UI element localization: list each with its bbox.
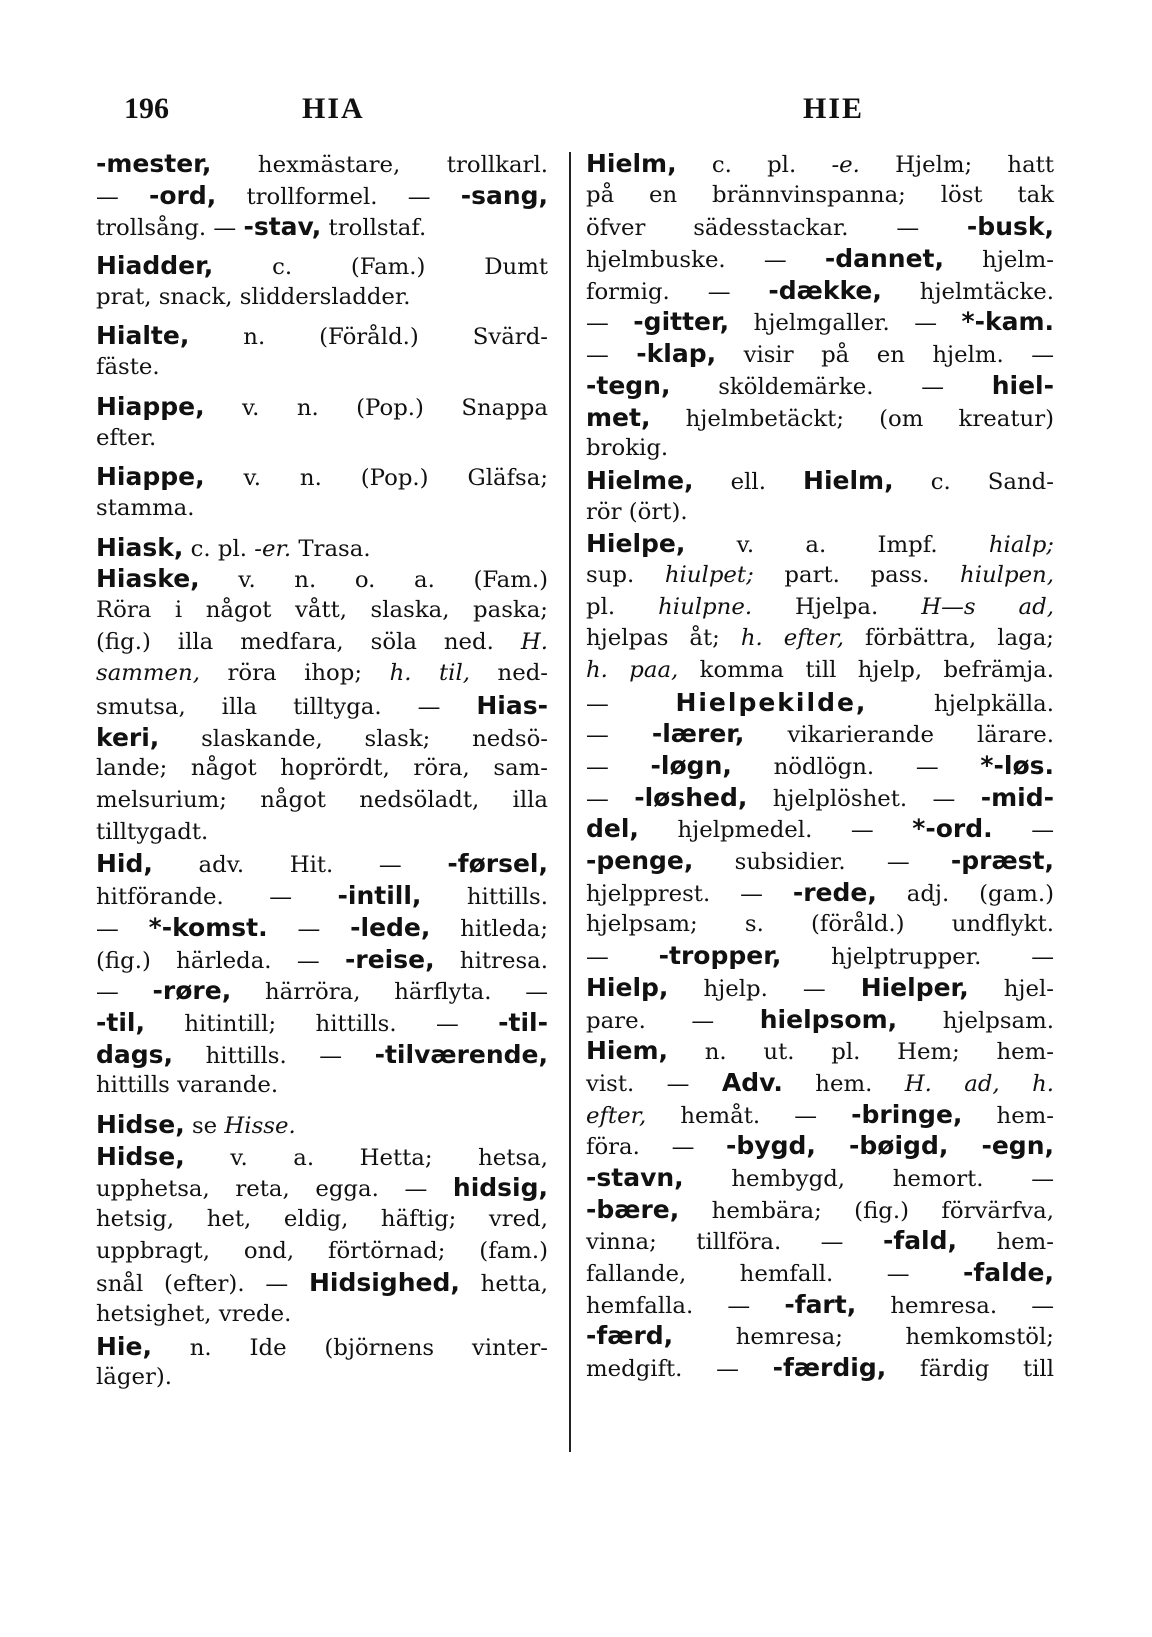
text-line	[96, 658, 548, 690]
text-segment: vinna; tillföra. —	[586, 1229, 883, 1256]
italic-text: -e.	[831, 152, 860, 178]
text-line	[96, 848, 548, 880]
text-line	[96, 1299, 548, 1331]
text-line	[96, 722, 548, 754]
text-segment: hjelptrupper. —	[781, 944, 1054, 971]
headword: -rede,	[792, 877, 877, 907]
text-line	[586, 592, 1054, 624]
text-line	[586, 560, 1054, 592]
text-segment: —	[586, 944, 659, 971]
headword: Hiem,	[586, 1036, 668, 1066]
text-segment: hjelpsam.	[897, 1007, 1054, 1034]
text-segment: snål (efter). —	[96, 1271, 309, 1298]
headword: Hiaske,	[96, 564, 200, 594]
text-line	[586, 402, 1054, 434]
text-segment: prat, snack, sliddersladder.	[96, 283, 411, 310]
headword: Hiappe,	[96, 462, 205, 492]
italic-text: H. ad, h.	[904, 1070, 1055, 1097]
running-header	[0, 92, 1152, 132]
text-segment: öfver sädesstackar. —	[586, 215, 967, 242]
text-segment: formig. —	[586, 278, 769, 305]
italic-text: h. efter,	[740, 625, 844, 652]
text-segment: förbättra, laga;	[843, 625, 1054, 652]
text-segment: melsurium; något nedsöladt, illa	[96, 787, 548, 814]
text-segment: —	[586, 342, 637, 369]
headword: Hielper,	[860, 972, 969, 1002]
headword: Hidse,	[96, 1141, 185, 1171]
text-segment: föra. —	[586, 1134, 727, 1161]
headword: -gitter,	[633, 307, 730, 337]
text-line	[586, 306, 1054, 338]
text-line	[586, 1035, 1054, 1067]
headword: Adv.	[721, 1067, 783, 1097]
text-segment: c. pl.	[183, 535, 255, 562]
headword: hidsig,	[452, 1173, 548, 1203]
text-segment: hemresa; hemkomstöl;	[673, 1324, 1054, 1351]
text-line	[586, 972, 1054, 1004]
text-segment: komma till hjelp, befrämja.	[678, 657, 1055, 683]
text-line	[586, 1352, 1054, 1384]
text-segment: hittills. —	[173, 1042, 375, 1069]
text-segment: c. pl.	[676, 152, 832, 178]
text-segment: på en brännvinspanna; löst tak	[586, 181, 1054, 208]
text-line	[96, 1141, 548, 1173]
text-segment: n. ut. pl. Hem; hem-	[668, 1039, 1054, 1066]
text-line	[96, 690, 548, 722]
text-line	[96, 1331, 548, 1363]
text-segment: hemåt. —	[646, 1102, 852, 1129]
headword: -fart,	[784, 1289, 857, 1319]
text-segment: stamma.	[96, 494, 195, 521]
headword: -præst,	[950, 846, 1054, 876]
text-segment: n. Ide (björnens vinter-	[151, 1334, 548, 1361]
text-segment: —	[586, 690, 676, 717]
headword: -løgn,	[650, 751, 732, 781]
text-line	[586, 782, 1054, 814]
text-segment: ell.	[693, 468, 804, 495]
text-line	[96, 1039, 548, 1071]
text-segment: vikarierande lärare.	[744, 722, 1055, 749]
headword: -førsel,	[447, 849, 548, 879]
text-segment: efter.	[96, 424, 157, 451]
text-line	[96, 595, 548, 627]
text-segment: v. n. (Pop.) Snappa	[204, 394, 548, 421]
text-line	[96, 391, 548, 423]
text-line	[586, 1004, 1054, 1036]
text-segment: hjelpkälla.	[867, 690, 1055, 717]
text-line	[586, 718, 1054, 750]
text-line	[96, 1362, 548, 1394]
text-segment: v. n. (Pop.) Gläfsa;	[204, 465, 548, 492]
text-segment: hjel-	[968, 975, 1054, 1002]
text-line	[586, 940, 1054, 972]
italic-text: hiulpen,	[960, 561, 1054, 588]
text-segment: härröra, härflyta. —	[231, 979, 549, 1006]
text-segment: hjelmbuske. —	[586, 247, 825, 274]
text-line	[96, 1070, 548, 1102]
text-line	[96, 493, 548, 525]
text-segment: n. (Föråld.) Svärd-	[189, 324, 548, 351]
text-line	[586, 1289, 1054, 1321]
italic-text: H.	[520, 628, 548, 655]
headword: -tegn,	[586, 370, 671, 400]
text-line	[96, 532, 548, 564]
text-line	[96, 1236, 548, 1268]
text-segment: slaskande, slask; nedsö-	[159, 725, 548, 752]
headword: hielpsom,	[759, 1004, 898, 1034]
headword: *-kam.	[961, 307, 1054, 337]
text-segment: —	[992, 817, 1054, 844]
text-line	[586, 465, 1054, 497]
text-segment: (fig.) härleda. —	[96, 947, 346, 974]
headword: -falde,	[962, 1258, 1054, 1288]
text-segment: —	[586, 310, 634, 337]
text-segment: —	[96, 979, 153, 1006]
headword: -til,	[96, 1007, 145, 1037]
text-segment: visir på en hjelm. —	[716, 342, 1055, 369]
text-segment: hjelplöshet. —	[747, 785, 981, 812]
headword: -klap,	[636, 339, 717, 369]
headword: -til-	[498, 1007, 548, 1037]
text-segment: —	[267, 915, 351, 942]
right-guide-word: HIE	[803, 92, 865, 125]
text-line	[96, 1109, 548, 1141]
text-segment: färdig till	[886, 1356, 1054, 1383]
text-line	[586, 1225, 1054, 1257]
text-segment: fäste.	[96, 354, 160, 381]
text-segment: hitförande. —	[96, 884, 338, 911]
text-line	[586, 1320, 1054, 1352]
text-line	[96, 1007, 548, 1039]
headword: -ord,	[148, 180, 217, 210]
text-segment: v. a. Impf.	[685, 532, 989, 559]
headword: -penge,	[586, 846, 694, 876]
headword: Hielp,	[586, 972, 669, 1002]
headword: -fald,	[882, 1226, 958, 1256]
text-segment: hjelpas åt;	[586, 625, 741, 652]
text-line	[96, 880, 548, 912]
text-line	[586, 909, 1054, 941]
headword: -færd,	[586, 1321, 674, 1351]
headword: met,	[586, 402, 651, 432]
text-line	[96, 753, 548, 785]
text-line	[96, 461, 548, 493]
italic-text: hiulpet;	[664, 561, 754, 588]
text-segment: hjelpprest. —	[586, 880, 793, 907]
text-segment: hembära; (fig.) förvärfva,	[679, 1197, 1054, 1224]
headword: -tilværende,	[374, 1039, 548, 1069]
text-line	[96, 563, 548, 595]
italic-text: -er.	[254, 535, 292, 562]
text-line	[586, 433, 1054, 465]
headword: *-ord.	[912, 814, 993, 844]
text-line	[96, 627, 548, 659]
text-segment: hjelmbetäckt; (om kreatur)	[650, 405, 1054, 432]
headword: -mester,	[96, 149, 212, 178]
text-line	[586, 528, 1054, 560]
text-line	[586, 1194, 1054, 1226]
headword: -dannet,	[824, 244, 944, 274]
text-segment: hjelpsam; s. (föråld.) undflykt.	[586, 910, 1054, 937]
text-line	[586, 1099, 1054, 1131]
text-line	[96, 1267, 548, 1299]
headword: -intill,	[337, 881, 422, 911]
text-line	[586, 750, 1054, 782]
text-line	[96, 817, 548, 849]
headword: Hielpe,	[586, 529, 686, 559]
right-column	[586, 148, 1054, 1384]
text-line	[586, 845, 1054, 877]
headword: -bygd, -bøigd, -egn,	[726, 1131, 1054, 1161]
text-segment: hemfalla. —	[586, 1292, 785, 1319]
headword: hiel-	[991, 370, 1054, 400]
text-segment: hjelp. —	[668, 975, 861, 1002]
text-line	[96, 148, 548, 180]
text-segment: pl.	[586, 593, 659, 620]
headword: -røre,	[152, 976, 232, 1006]
text-line	[586, 1130, 1054, 1162]
headword: Hiappe,	[96, 391, 205, 421]
text-line	[586, 813, 1054, 845]
text-segment: trollstaf.	[321, 215, 427, 242]
text-line	[96, 180, 548, 212]
text-segment: lande; något hoprördt, röra, sam-	[96, 755, 548, 782]
text-line	[96, 944, 548, 976]
text-segment: hjelmgaller. —	[729, 310, 962, 337]
text-segment: —	[586, 785, 635, 812]
headword: *-komst.	[148, 912, 268, 942]
text-segment: hittills varande.	[96, 1072, 279, 1099]
text-segment: smutsa, illa tilltyga. —	[96, 694, 477, 720]
text-segment: hitleda;	[430, 915, 549, 942]
text-segment: läger).	[96, 1364, 173, 1391]
text-line	[586, 655, 1054, 687]
headword: dags,	[96, 1039, 174, 1069]
text-line	[96, 912, 548, 944]
text-segment: hjelpmedel. —	[638, 817, 913, 844]
headword: -busk,	[966, 212, 1054, 242]
text-line	[586, 687, 1054, 719]
italic-text: H—s ad,	[921, 593, 1054, 620]
text-segment: hexmästare, trollkarl.	[211, 152, 548, 178]
text-segment: —	[96, 915, 149, 942]
text-line	[586, 370, 1054, 402]
text-segment: v. n. o. a. (Fam.)	[199, 567, 548, 594]
headword: Hiask,	[96, 532, 184, 562]
text-segment: rör (ört).	[586, 498, 688, 525]
text-line	[586, 243, 1054, 275]
text-segment: Trasa.	[291, 535, 371, 562]
headword: -stav,	[243, 212, 322, 242]
text-line	[586, 497, 1054, 529]
text-segment: hemresa. —	[856, 1292, 1054, 1319]
text-line	[586, 148, 1054, 180]
text-line	[96, 320, 548, 352]
text-segment: (fig.) illa medfara, söla ned.	[96, 628, 521, 655]
text-line	[96, 282, 548, 314]
headword: Hielm,	[586, 149, 677, 178]
text-segment: hem-	[962, 1102, 1055, 1129]
text-segment: hetsighet, vrede.	[96, 1301, 292, 1328]
text-segment: hetta,	[459, 1271, 548, 1298]
text-segment: sup.	[586, 561, 665, 588]
text-line	[96, 423, 548, 455]
headword: Hie,	[96, 1331, 152, 1361]
headword: Hielm,	[803, 465, 894, 495]
text-line	[96, 250, 548, 282]
headword: Hielme,	[586, 465, 694, 495]
headword: -sang,	[460, 180, 549, 210]
text-segment: —	[96, 183, 149, 210]
text-segment: v. a. Hetta; hetsa,	[184, 1144, 548, 1171]
headword: -mid-	[980, 782, 1054, 812]
text-line	[586, 1067, 1054, 1099]
text-line	[96, 211, 548, 243]
headword: Hialte,	[96, 321, 190, 351]
headword: -lede,	[350, 912, 431, 942]
headword: keri,	[96, 722, 160, 752]
headword: del,	[586, 814, 639, 844]
headword: -stavn,	[586, 1163, 684, 1192]
headword: Hiadder,	[96, 251, 214, 281]
text-segment: —	[586, 754, 651, 781]
text-segment: hetsig, het, eldig, häftig; vred,	[96, 1206, 548, 1232]
text-line	[96, 1172, 548, 1204]
text-segment: hjelm-	[943, 247, 1054, 274]
text-line	[96, 1204, 548, 1236]
text-segment: part. pass.	[753, 561, 961, 588]
text-segment: c. (Fam.) Dumt	[213, 254, 548, 281]
text-segment: Röra i något vått, slaska, paska;	[96, 596, 548, 623]
text-segment: sköldemärke. —	[670, 373, 992, 400]
text-segment: ned-	[470, 660, 548, 687]
text-segment: hembygd, hemort. —	[683, 1166, 1054, 1192]
text-segment: hjelmtäcke.	[881, 278, 1054, 305]
text-segment: brokig.	[586, 435, 669, 462]
text-segment: tilltygadt.	[96, 818, 209, 845]
column-divider	[569, 152, 571, 1452]
text-segment: c. Sand-	[893, 468, 1054, 495]
text-segment: hem-	[957, 1229, 1054, 1256]
text-segment: se	[184, 1112, 225, 1139]
left-column	[96, 148, 548, 1394]
italic-text: efter,	[586, 1102, 647, 1129]
text-segment: subsidier. —	[693, 849, 951, 876]
headword: Hidsighed,	[308, 1268, 460, 1298]
headword: -løshed,	[634, 782, 748, 812]
text-segment: vist. —	[586, 1070, 722, 1097]
text-segment: uppbragt, ond, förtörnad; (fam.)	[96, 1237, 548, 1264]
text-line	[586, 623, 1054, 655]
headword: -tropper,	[658, 941, 782, 971]
page-number: 196	[124, 92, 169, 125]
text-segment: adj. (gam.)	[876, 880, 1054, 907]
headword: -færdig,	[772, 1353, 887, 1383]
left-guide-word: HIA	[302, 92, 365, 125]
headword: Hid,	[96, 849, 153, 879]
text-segment: upphetsa, reta, egga. —	[96, 1176, 453, 1203]
text-segment: medgift. —	[586, 1356, 773, 1383]
italic-text: sammen,	[96, 660, 200, 687]
headword: -lærer,	[651, 719, 745, 749]
italic-text: h. til,	[389, 660, 471, 687]
text-segment: Hjelm; hatt	[859, 152, 1054, 178]
text-segment: hittills.	[421, 884, 548, 911]
text-line	[96, 975, 548, 1007]
headword: Hielpekilde,	[675, 687, 868, 717]
text-segment: nödlögn. —	[731, 754, 981, 781]
text-segment: hitintill; hittills. —	[144, 1010, 499, 1037]
text-segment: fallande, hemfall. —	[586, 1261, 963, 1288]
text-segment: hitresa.	[434, 947, 548, 974]
text-segment: trollsång. —	[96, 215, 244, 242]
text-line	[586, 211, 1054, 243]
text-segment: hem.	[782, 1070, 905, 1097]
italic-text: hialp;	[988, 532, 1054, 559]
italic-text: Hisse.	[224, 1112, 296, 1139]
text-line	[96, 785, 548, 817]
text-line	[96, 352, 548, 384]
headword: -dække,	[768, 275, 882, 305]
text-segment: adv. Hit. —	[152, 852, 448, 879]
headword: -bære,	[586, 1194, 680, 1224]
headword: *-løs.	[980, 751, 1054, 781]
headword: Hidse,	[96, 1109, 185, 1139]
text-segment: Hjelpa.	[752, 593, 922, 620]
italic-text: h. paa,	[586, 657, 679, 683]
text-line	[586, 180, 1054, 212]
text-line	[586, 338, 1054, 370]
headword: -reise,	[345, 944, 435, 974]
headword: -bringe,	[851, 1099, 963, 1129]
headword: Hias-	[476, 691, 548, 720]
text-segment: trollformel. —	[216, 183, 461, 210]
text-line	[586, 1162, 1054, 1194]
text-line	[586, 275, 1054, 307]
text-segment: —	[586, 722, 652, 749]
text-segment: röra ihop;	[199, 660, 390, 687]
text-line	[586, 877, 1054, 909]
text-line	[586, 1257, 1054, 1289]
italic-text: hiulpne.	[658, 593, 753, 620]
text-segment: pare. —	[586, 1007, 760, 1034]
